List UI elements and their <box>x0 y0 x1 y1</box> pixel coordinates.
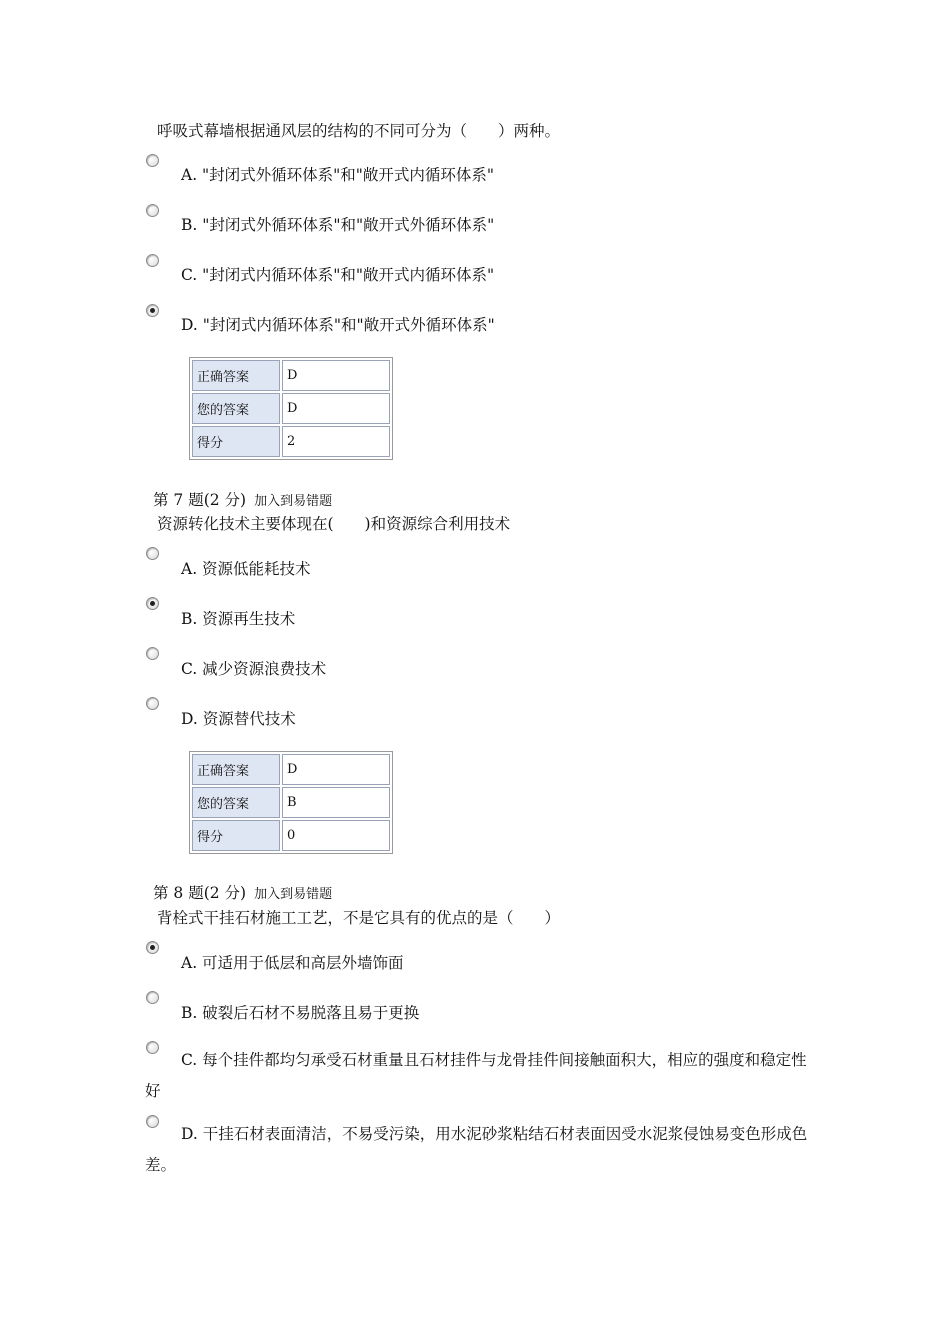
add-to-mistakes-link[interactable]: 加入到易错题 <box>254 494 333 509</box>
option-a-label: A. 资源低能耗技术 <box>181 560 311 578</box>
option-b-radio[interactable] <box>146 204 159 217</box>
option-d-radio[interactable] <box>146 304 159 317</box>
result-table <box>189 357 393 460</box>
option-a-radio[interactable] <box>146 154 159 167</box>
score-value: 2 <box>282 426 390 457</box>
option-a-label: A. "封闭式外循环体系"和"敞开式内循环体系" <box>181 166 495 184</box>
your-answer-label: 您的答案 <box>192 393 280 424</box>
option-b-label: B. 资源再生技术 <box>181 610 296 628</box>
option-b-label: B. 破裂后石材不易脱落且易于更换 <box>181 1004 420 1022</box>
option-c-label: C. 每个挂件都均匀承受石材重量且石材挂件与龙骨挂件间接触面积大，相应的强度和稳定性好 <box>145 1051 807 1100</box>
correct-answer-row <box>192 754 390 785</box>
your-answer-label: 您的答案 <box>192 787 280 818</box>
option-b-radio[interactable] <box>146 597 159 610</box>
correct-answer-label: 正确答案 <box>192 754 280 785</box>
score-label: 得分 <box>192 426 280 457</box>
question-text: 背栓式干挂石材施工工艺，不是它具有的优点的是（ ） <box>157 909 561 927</box>
result-table <box>189 751 393 854</box>
question-text: 呼吸式幕墙根据通风层的结构的不同可分为（ ）两种。 <box>157 122 561 140</box>
question-number: 第 7 题(2 分) <box>153 491 247 509</box>
option-a-radio[interactable] <box>146 941 159 954</box>
option-c-radio[interactable] <box>146 647 159 660</box>
option-d-label: D. 干挂石材表面清洁，不易受污染，用水泥砂浆粘结石材表面因受水泥浆侵蚀易变色形成色差。 <box>145 1125 808 1174</box>
your-answer-row <box>192 787 390 818</box>
score-value: 0 <box>282 820 390 851</box>
question-heading <box>153 881 332 903</box>
score-row <box>192 426 390 457</box>
correct-answer-row <box>192 360 390 391</box>
your-answer-value: D <box>282 393 390 424</box>
option-b-label: B. "封闭式外循环体系"和"敞开式外循环体系" <box>181 216 495 234</box>
option-c-radio[interactable] <box>146 254 159 267</box>
your-answer-value: B <box>282 787 390 818</box>
correct-answer-label: 正确答案 <box>192 360 280 391</box>
question-number: 第 8 题(2 分) <box>153 884 247 902</box>
option-c-label: C. 减少资源浪费技术 <box>181 660 327 678</box>
option-b-radio[interactable] <box>146 991 159 1004</box>
score-row <box>192 820 390 851</box>
question-text: 资源转化技术主要体现在( )和资源综合利用技术 <box>157 515 511 533</box>
correct-answer-value: D <box>282 360 390 391</box>
option-a-radio[interactable] <box>146 547 159 560</box>
option-d-radio[interactable] <box>146 697 159 710</box>
score-label: 得分 <box>192 820 280 851</box>
correct-answer-value: D <box>282 754 390 785</box>
option-a-label: A. 可适用于低层和高层外墙饰面 <box>181 954 404 972</box>
option-c-label: C. "封闭式内循环体系"和"敞开式内循环体系" <box>181 266 495 284</box>
question-heading <box>153 488 332 510</box>
your-answer-row <box>192 393 390 424</box>
option-d-label: D. 资源替代技术 <box>181 710 296 728</box>
option-d-label: D. "封闭式内循环体系"和"敞开式外循环体系" <box>181 316 495 334</box>
add-to-mistakes-link[interactable]: 加入到易错题 <box>254 887 333 902</box>
